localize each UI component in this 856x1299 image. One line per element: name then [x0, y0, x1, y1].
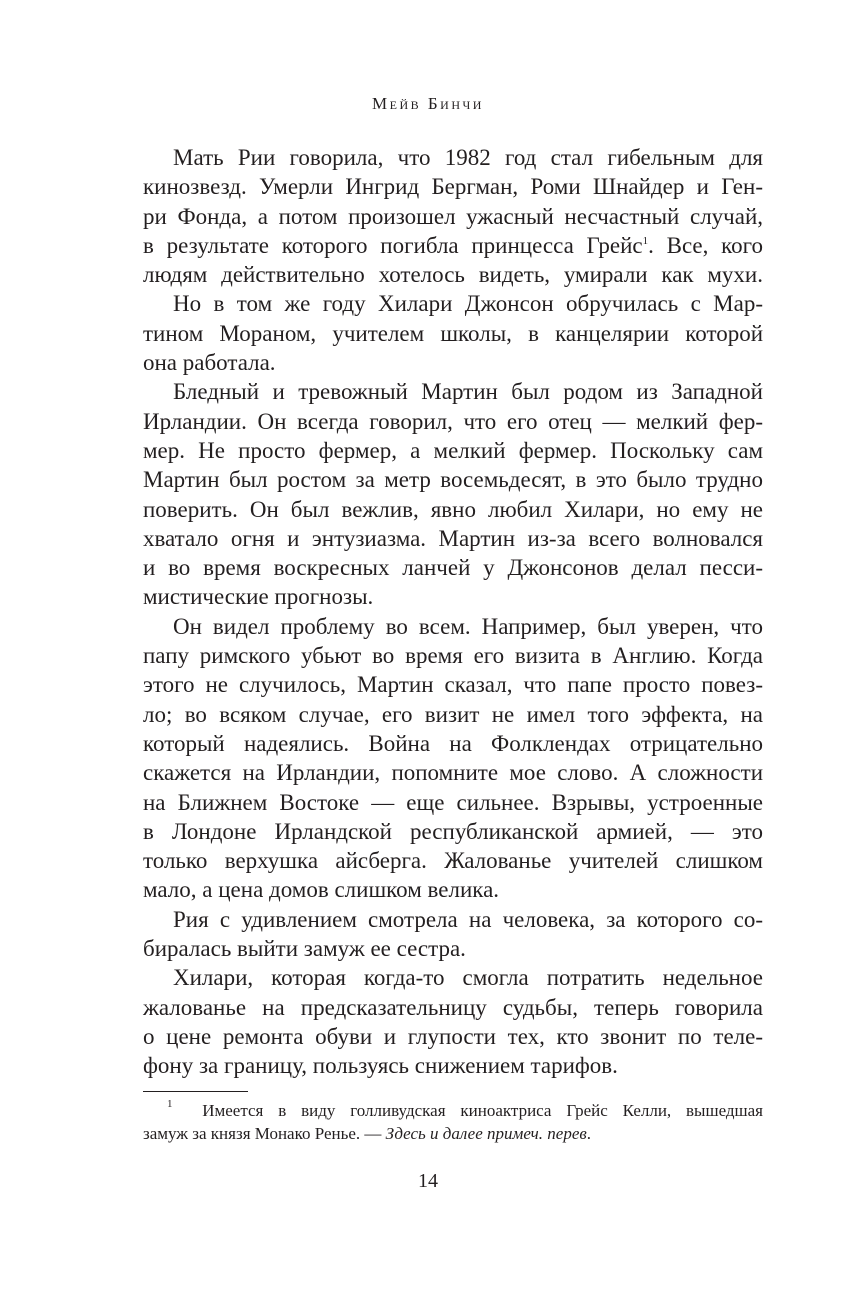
text-line: этого не случилось, Мартин сказал, что папе просто повез- [143, 672, 763, 698]
page-number: 14 [418, 1170, 438, 1192]
text-line: Он видел проблему во всем. Например, был уверен, что [173, 613, 763, 639]
text-line: в Лондоне Ирландской республиканской армией, — это [143, 818, 763, 844]
footnote [143, 1099, 763, 1145]
text-line: Хилари, которая когда-то смогла потратить недельное [173, 965, 763, 991]
text-line: скажется на Ирландии, попомните мое слово. А сложности [143, 760, 763, 786]
text-line: только верхушка айсберга. Жалованье учителей слишком [143, 848, 763, 874]
text-line: Бледный и тревожный Мартин был родом из Западной [173, 379, 763, 405]
footnote-attribution: Здесь и далее примеч. перев [385, 1124, 587, 1143]
text-segment: . Все, кого [648, 232, 763, 258]
footnote-line [143, 1099, 763, 1122]
text-line: ло; во всяком случае, его визит не имел того эффекта, на [143, 701, 763, 727]
text-line: Ирландии. Он всегда говорил, что его отец — мелкий фер- [143, 408, 763, 434]
text-line: кинозвезд. Умерли Ингрид Бергман, Роми Шнайдер и Ген- [143, 174, 763, 200]
text-line: мало, а цена домов слишком велика. [143, 877, 500, 903]
text-line: Мать Рии говорила, что 1982 год стал гибельным для [173, 145, 763, 170]
body-text [143, 143, 763, 1081]
text-line: Мартин был ростом за метр восемьдесят, в это было трудно [143, 467, 763, 493]
text-line: она работала. [143, 350, 276, 376]
text-line: мер. Не просто фермер, а мелкий фермер. Поскольку сам [143, 437, 763, 463]
text-line: о цене ремонта обуви и глупости тех, кто звонит по теле- [143, 1023, 763, 1049]
text-line: хватало огня и энтузиазма. Мартин из-за всего волновался [143, 525, 763, 551]
text-line: ри Фонда, а потом произошел ужасный несчастный случай, [143, 203, 763, 229]
footnote-text: Имеется в виду голливудская киноактриса Грейс Келли, вышедшая [202, 1101, 763, 1120]
paragraph [143, 289, 763, 377]
text-line: Рия с удивлением смотрела на человека, за которого со- [173, 906, 763, 932]
paragraph [143, 143, 763, 289]
text-line: папу римского убьют во время его визита в Англию. Когда [143, 643, 763, 669]
text-segment: в результате которого погибла принцесса Грейс [143, 232, 643, 258]
text-line: и во время воскресных ланчей у Джонсонов делал песси- [143, 555, 763, 581]
footnote-punctuation: . [586, 1124, 591, 1143]
footnote-text: замуж за князя Монако Ренье. — [143, 1124, 386, 1143]
paragraph [143, 905, 763, 964]
paragraph [143, 963, 763, 1080]
footnote-marker: 1 [167, 1098, 173, 1110]
text-line: тином Мораном, учителем школы, в канцелярии которой [143, 320, 763, 346]
text-line: фону за границу, пользуясь снижением тарифов. [143, 1053, 618, 1079]
text-line: поверить. Он был вежлив, явно любил Хилари, но ему не [143, 496, 763, 522]
text-line: жалованье на предсказательницу судьбы, теперь говорила [143, 994, 763, 1020]
text-line: биралась выйти замуж ее сестра. [143, 936, 466, 962]
text-line: на Ближнем Востоке — еще сильнее. Взрывы, устроенные [143, 789, 763, 815]
running-header: Мейв Бинчи [372, 94, 484, 113]
text-line: который надеялись. Война на Фолклендах отрицательно [143, 730, 763, 756]
text-line [143, 231, 763, 260]
footnote-reference[interactable]: 1 [642, 234, 649, 247]
footnote-line [143, 1122, 763, 1145]
paragraph [143, 612, 763, 905]
text-line: Но в том же году Хилари Джонсон обручилась с Мар- [173, 291, 763, 317]
text-line: людям действительно хотелось видеть, умирали как мухи. [143, 262, 763, 288]
footnote-divider [143, 1091, 248, 1092]
paragraph [143, 377, 763, 611]
text-line: мистические прогнозы. [143, 584, 374, 610]
